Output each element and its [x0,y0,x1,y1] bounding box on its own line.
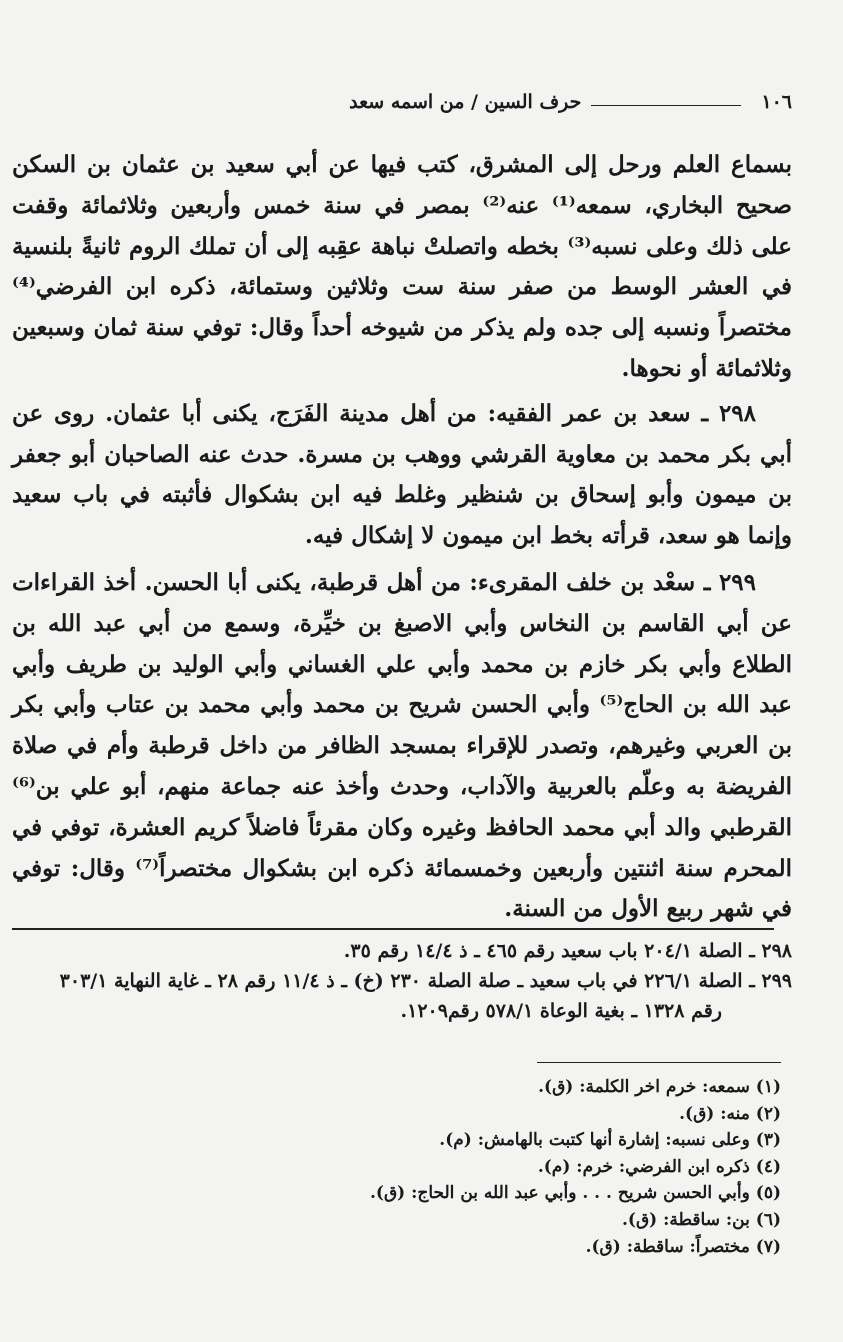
source-299-continued [12,996,792,1026]
continuation-paragraph: بسماع العلم ورحل إلى المشرق، كتب فيها عن أبي سعيد بن عثمان بن السكن صحيح البخاري، سمعه⁽¹⁾ عنه⁽²⁾ بمصر في سنة خمس وأربعين وثلاثمائة وقفت على ذلك وعلى نسبه⁽³⁾ بخطه واتصلتْ نباهة عقِبه إلى أن تملك الروم ثانيةً بلنسية في العشر الوسط من صفر سنة ست وثلاثين وستمائة، ذكره ابن الفرضي⁽⁴⁾ مختصراً ونسبه إلى جده ولم يذكر من شيوخه أحداً وقال: توفي سنة ثمان وسبعين وثلاثمائة أو نحوها. [12,151,793,382]
chapter-title: حرف السين / من اسمه سعد [349,91,582,113]
footnote-3: (٣) وعلى نسبه: إشارة أنها كتبت بالهامش: (م). [439,1130,781,1151]
main-text [12,145,792,930]
source-references [12,936,792,1026]
page-number: ١٠٦ [761,91,792,113]
footnote-4: (٤) ذكره ابن الفرضي: خرم: (م). [537,1156,781,1177]
running-header [12,88,792,116]
source-298: ٢٩٨ ـ الصلة ٢٠٤/١ باب سعيد رقم ٤٦٥ ـ ذ ١٤/٤ رقم ٣٥. [343,940,792,962]
source-299: ٢٩٩ ـ الصلة ٢٢٦/١ في باب سعيد ـ صلة الصلة ٢٣٠ (خ) ـ ذ ١١/٤ رقم ٢٨ ـ غاية النهاية ٣٠٣/١ [59,970,792,992]
footnote-7: (٧) مختصراً: ساقطة: (ق). [585,1236,781,1257]
header-rule [591,105,741,106]
footnote-2: (٢) منه: (ق). [679,1103,781,1124]
entry-298: ٢٩٨ ـ سعد بن عمر الفقيه: من أهل مدينة الفَرَج، يكنى أبا عثمان. روى عن أبي بكر محمد بن معاوية القرشي ووهب بن مسرة. حدث عنه الصاحبان أبو جعفر بن ميمون وأبو إسحاق بن شنظير وغلط فيه ابن بشكوال فأثبته في باب سعيد وإنما هو سعد، قرأته بخط ابن ميمون لا إشكال فيه. [12,399,792,550]
footnote-6: (٦) بن: ساقطة: (ق). [621,1209,781,1230]
source-299-continuation: رقم ١٣٢٨ ـ بغية الوعاة ٥٧٨/١ رقم١٢٠٩. [400,1000,722,1022]
footnote-5: (٥) وأبي الحسن شريح . . . وأبي عبد الله بن الحاج: (ق). [369,1183,781,1204]
sources-divider [12,928,774,930]
entry-299: ٢٩٩ ـ سعْد بن خلف المقرىء: من أهل قرطبة، يكنى أبا الحسن. أخذ القراءات عن أبي القاسم بن النخاس وأبي الاصبغ بن خيِّرة، وسمع من أبي عبد الله بن الطلاع وأبي بكر خازم بن محمد وأبي علي الغساني وأبي الوليد بن طريف وأبي عبد الله بن الحاج⁽⁵⁾ وأبي الحسن شريح بن محمد وأبي محمد بن عتاب وأبي بكر بن العربي وغيرهم، وتصدر للإقراء بمسجد الظافر من داخل قرطبة وأم في صلاة الفريضة به وعلّم بالعربية والآداب، وحدث وأخذ عنه جماعة منهم، أبو علي بن⁽⁶⁾ القرطبي والد أبي محمد الحافظ وغيره وكان مقرئاً فاضلاً كريم العشرة، توفي في المحرم سنة اثنتين وأربعين وخمسمائة ذكره ابن بشكوال مختصراً⁽⁷⁾ وقال: توفي في شهر ربيع الأول من السنة. [12,568,792,923]
footnotes-divider [537,1062,781,1063]
footnote-1: (١) سمعه: خرم اخر الكلمة: (ق). [538,1077,781,1097]
footnotes [81,1074,781,1260]
